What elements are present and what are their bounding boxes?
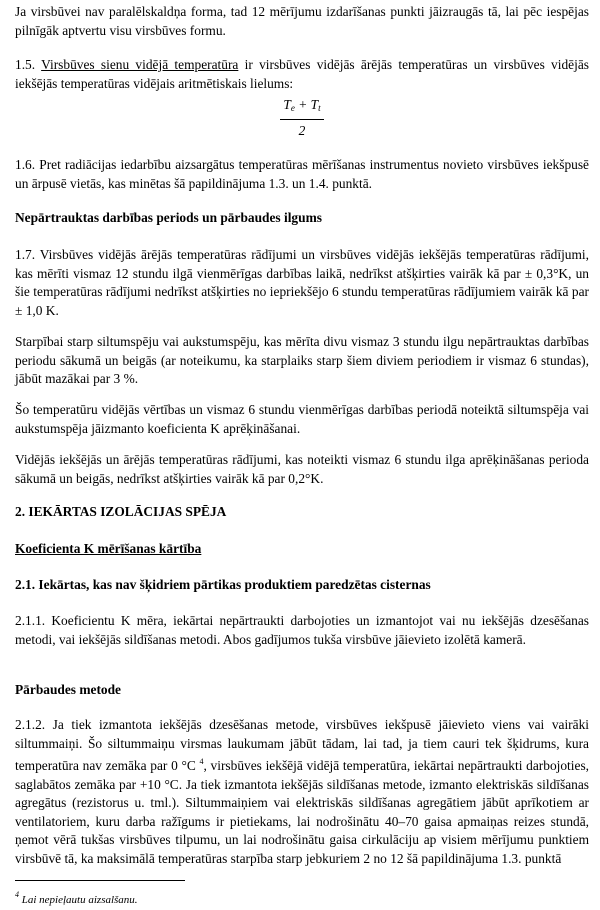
paragraph-starpibai: Starpībai starp siltumspēju vai aukstumspēju, kas mērīta divu vismaz 3 stundu ilgu nepārtrauktas darbības periodu sākumā un beigās (ar noteikumu, ka starplaiks starp šiem diviem periodiem ir vismaz 6 stundas), jābūt mazākai par 3 %. [15,334,589,386]
paragraph-temperaturu: Šo temperatūru vidējās vērtības un vismaz 6 stundu vienmērīgas darbības periodā noteiktā siltumspēja vai aukstumspēja jāizmanto koeficienta K aprēķināšanai. [15,402,589,436]
heading-section-2: 2. IEKĀRTAS IZOLĀCIJAS SPĒJA [15,504,227,519]
paragraph-2-1-2: 2.1.2. Ja tiek izmantota iekšējās dzesēšanas metode, virsbūves iekšpusē jāievieto viens vai vairāki siltummaiņi. Šo siltummaiņu virsmas laukumam jābūt tādam, lai tad, ja tiem cauri tek šķidrums, kura temperatūra nav zemāka par 0 °C $^4$, virsbūves iekšējā vidējā temperatūra, iekārtai nepārtraukti darbojoties, saglabātos zemāka par +10 °C. Ja tiek izmantota iekšējās sildīšanas metode, izmanto elektriskās sildīšanas agregātus (rezistorus u. tml.). Siltummaiņiem vai elektriskās sildīšanas agregātiem jābūt aprīkotiem ar ventilatoriem, kuru darba ražīgums ir pietiekams, lai nodrošinātu 40–70 gaisa apmaiņas reizes stundā, ņemot vērā tukšas virsbūves tilpumu, un lai nodrošinātu gaisa cirkulāciju ap visiem mērījumu punktiem virsbūvē tā, ka maksimālā temperatūras starpība starp jebkuriem 2 no 12 šā papildinājuma 1.3. punktā [15,717,589,866]
heading-2-1: 2.1. Iekārtas, kas nav šķidriem pārtikas produktiem paredzētas cisternas [15,577,431,592]
heading-koeficienta: Koeficienta K mērīšanas kārtība [15,541,202,556]
paragraph-intro: Ja virsbūvei nav paralēlskaldņa forma, tad 12 mērījumu izdarīšanas punkti jāizraugās tā, lai pēc iespējas pilnīgāk aptvertu visu virsbūves formu. [15,4,589,38]
formula: $\frac{T_e + T_t}{2}$ [15,96,589,140]
paragraph-1-6: 1.6. Pret radiācijas iedarbību aizsargātus temperatūras mērīšanas instrumentus novieto virsbūves iekšpusē un ārpusē vietās, kas minētas šā papildinājuma 1.3. un 1.4. punktā. [15,157,589,191]
paragraph-videjas: Vidējās iekšējās un ārējās temperatūras rādījumi, kas noteikti vismaz 6 stundu ilga aprēķināšanas perioda sākumā un beigās, nedrīkst atšķirties vairāk kā par 0,2°K. [15,452,589,486]
paragraph-1-5: 1.5. Virsbūves sienu vidējā temperatūra ir virsbūves vidējās ārējās temperatūras un virsbūves vidējās iekšējās temperatūras vidējais aritmētiskais lielums: [15,57,589,91]
underlined-term: Virsbūves sienu vidējā temperatūra [41,57,239,72]
paragraph-1-7: 1.7. Virsbūves vidējās ārējās temperatūras rādījumi un virsbūves vidējās iekšējās temperatūras rādījumi, kas mērīti vismaz 12 stundu ilgā vienmērīgas darbības laikā, nedrīkst atšķirties vairāk kā par ± 0,3°K, un šie temperatūras rādījumi nedrīkst atšķirties no iepriekšējo 6 stundu temperatūras rādījumiem vairāk kā par ± 1,0 K. [15,247,589,318]
heading-nepartrauktas: Nepārtrauktas darbības periods un pārbaudes ilgums [15,210,322,225]
paragraph-2-1-1: 2.1.1. Koeficientu K mēra, iekārtai nepārtraukti darbojoties un izmantojot vai nu iekšējās dzesēšanas metodi, vai iekšējās sildīšanas metodi. Abos gadījumos tukša virsbūve jāievieto izolētā kamerā. [15,613,589,647]
footnote-divider [15,880,185,881]
heading-parbaudes-metode: Pārbaudes metode [15,682,122,697]
footnote: $^4$ Lai nepieļautu aizsalšanu. [15,890,138,906]
footnote-ref: 4 [199,757,204,766]
